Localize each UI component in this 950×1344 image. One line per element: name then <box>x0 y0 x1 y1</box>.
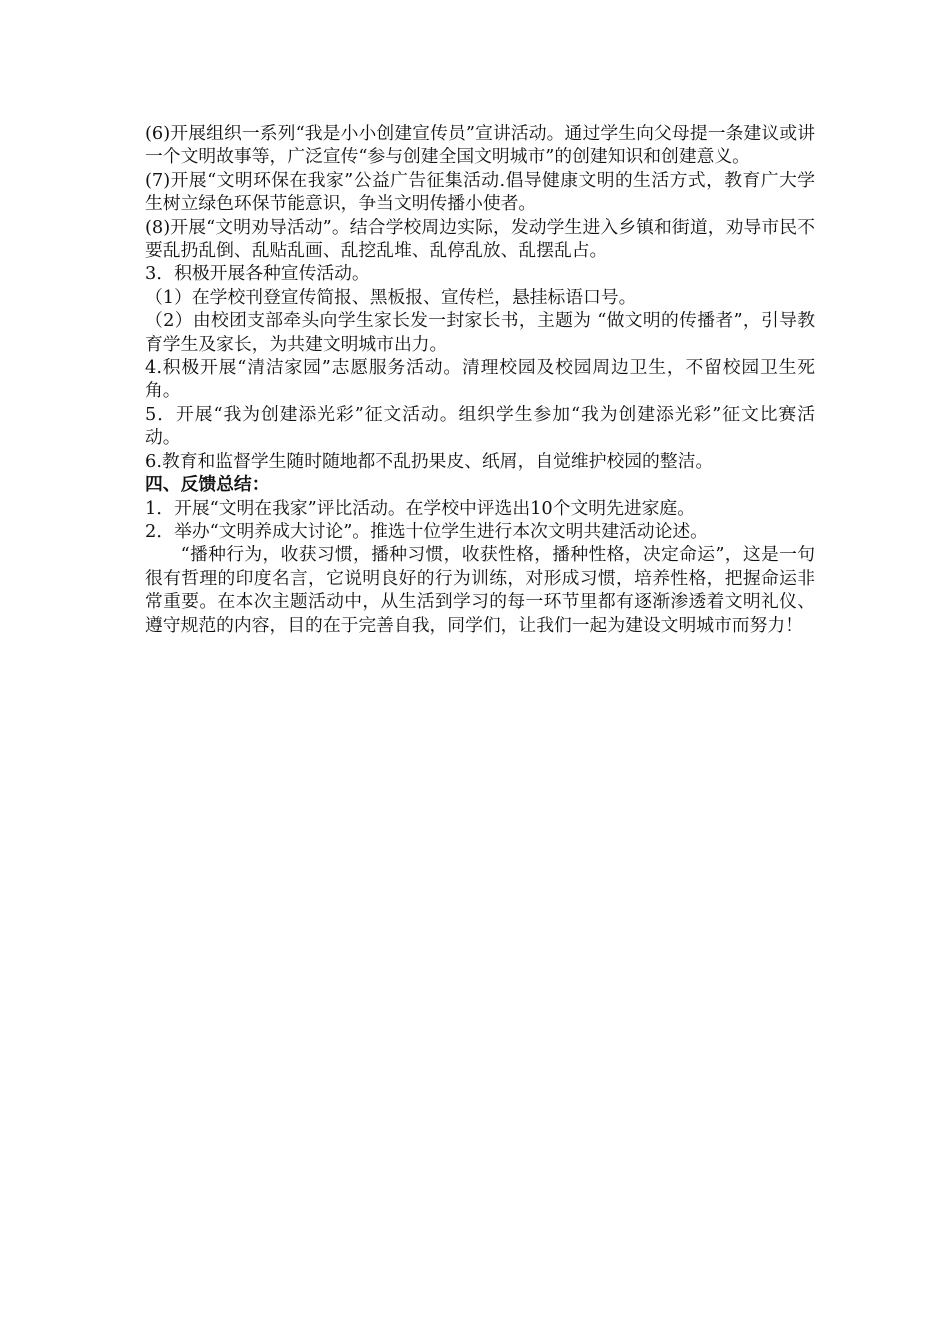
paragraph-sub-item-2: （2）由校团支部牵头向学生家长发一封家长书，主题为 “做文明的传播者”，引导教育学生及家长，为共建文明城市出力。 <box>145 310 815 355</box>
document-page <box>145 122 815 637</box>
paragraph-section-6: 6.教育和监督学生随时随地都不乱扔果皮、纸屑，自觉维护校园的整洁。 <box>145 450 714 472</box>
summary-item-2: 2．举办“文明养成大讨论”。推选十位学生进行本次文明共建活动论述。 <box>145 520 708 542</box>
paragraph-section-3: 3．积极开展各种宣传活动。 <box>145 263 370 285</box>
paragraph-section-5: 5．开展“我为创建添光彩”征文活动。组织学生参加“我为创建添光彩”征文比赛活动。 <box>145 403 815 449</box>
paragraph-section-4: 4.积极开展“清洁家园”志愿服务活动。清理校园及校园周边卫生，不留校园卫生死角。 <box>145 357 815 402</box>
paragraph-sub-item-1: （1）在学校刊登宣传简报、黑板报、宣传栏，悬挂标语口号。 <box>145 286 637 308</box>
paragraph-item-7: (7)开展“文明环保在我家”公益广告征集活动.倡导健康文明的生活方式，教育广大学生树立绿色环保节能意识，争当文明传播小使者。 <box>145 169 815 215</box>
closing-paragraph: “播种行为，收获习惯，播种习惯，收获性格，播种性格，决定命运”，这是一句很有哲理的印度名言，它说明良好的行为训练，对形成习惯，培养性格，把握命运非常重要。在本次主题活动中，从生活到学习的每一环节里都有逐渐渗透着文明礼仪、遵守规范的内容，目的在于完善自我，同学们，让我们一起为建设文明城市而努力！ <box>145 544 815 636</box>
section-heading: 四、反馈总结： <box>145 474 270 496</box>
summary-item-1: 1．开展“文明在我家”评比活动。在学校中评选出10个文明先进家庭。 <box>145 497 695 519</box>
paragraph-item-6: (6)开展组织一系列“我是小小创建宣传员”宣讲活动。通过学生向父母提一条建议或讲一个文明故事等，广泛宣传“参与创建全国文明城市”的创建知识和创建意义。 <box>145 123 815 168</box>
paragraph-item-8: (8)开展“文明劝导活动”。结合学校周边实际，发动学生进入乡镇和街道，劝导市民不要乱扔乱倒、乱贴乱画、乱挖乱堆、乱停乱放、乱摆乱占。 <box>145 216 815 262</box>
